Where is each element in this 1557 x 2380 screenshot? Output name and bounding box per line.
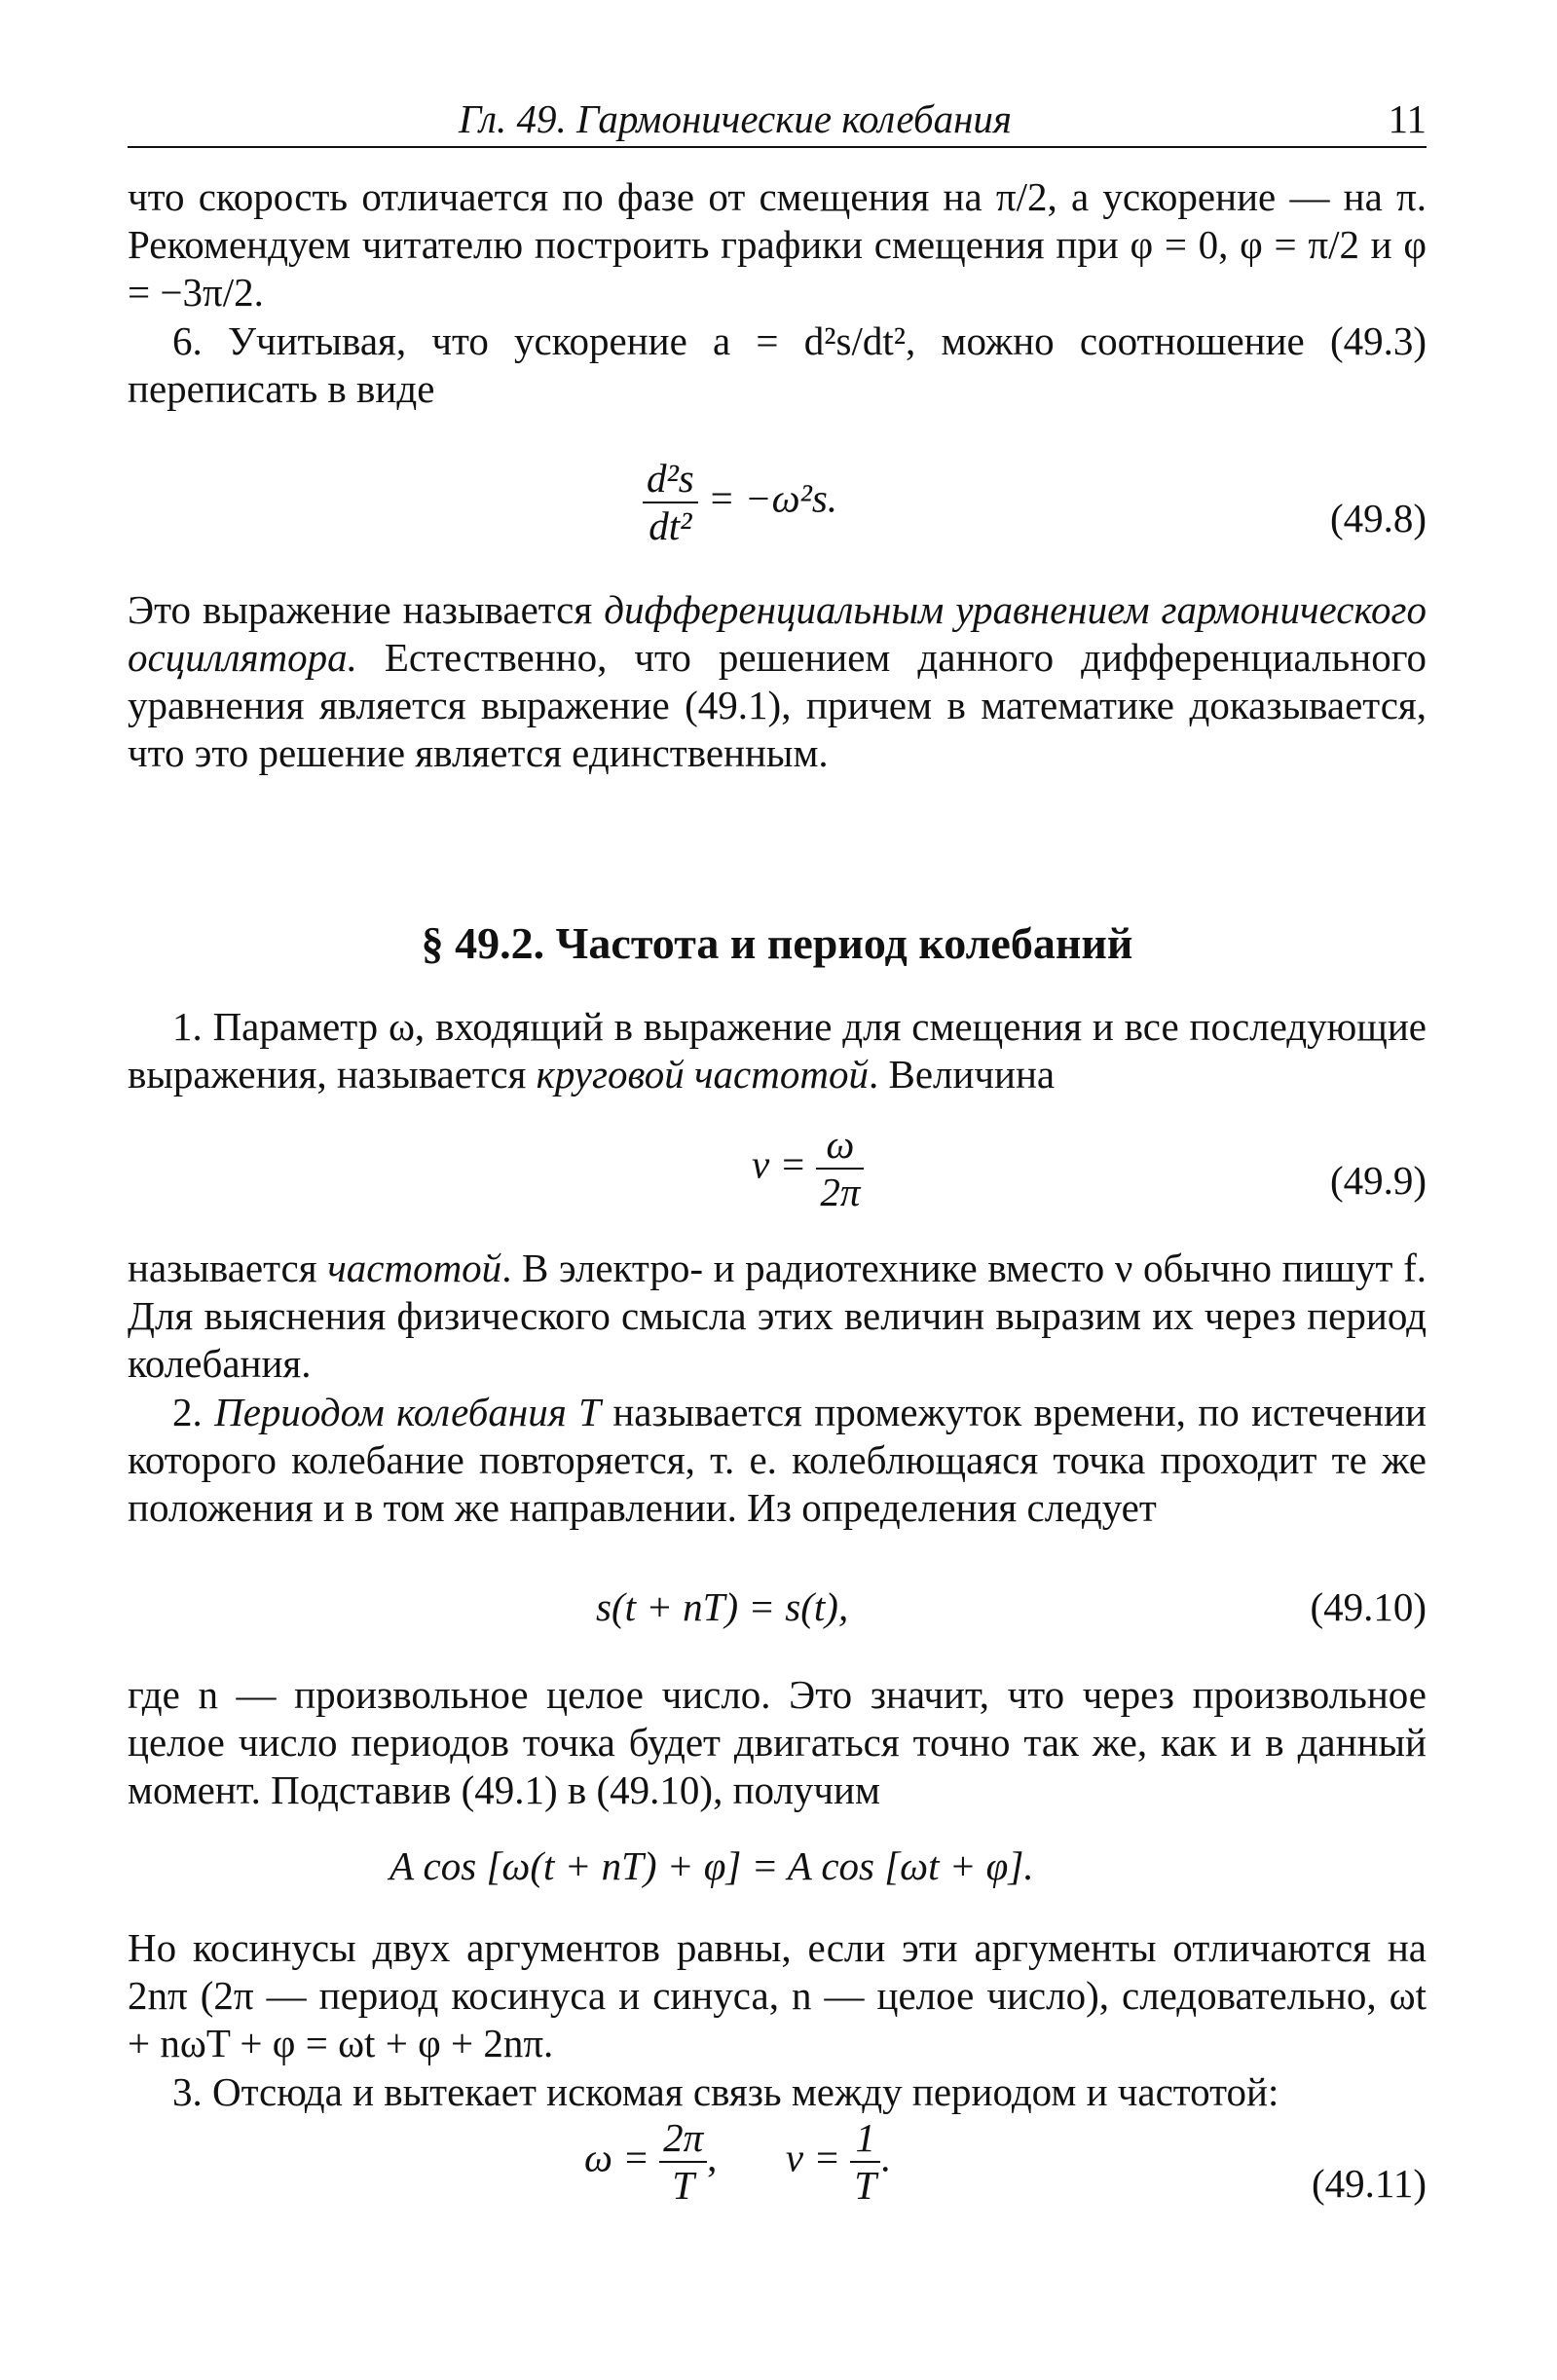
paragraph-period: 2. Периодом колебания T называется промежуток времени, по истечении которого колебание повторяется, т. е. колеблющаяся точка проходит те же положения и в том же направлении. Из определения следует — [128, 1390, 1427, 1530]
paragraph-angular-frequency: 1. Параметр ω, входящий в выражение для смещения и все последующие выражения, называется круговой частотой. Величина — [128, 1004, 1427, 1097]
paragraph-integer-periods: где n — произвольное целое число. Это значит, что через произвольное целое число периодов точка будет двигаться точно так же, как и в данный момент. Подставив (49.1) в (49.10), получим — [128, 1672, 1427, 1812]
equation-49-11: ω = $\frac{2\pi}{T}$ , ν = $\frac{1}{T}$ . — [584, 2115, 891, 2209]
term-italic: дифференциальным уравнением гармонического осциллятора. — [128, 587, 1427, 680]
paragraph-relation: 3. Отсюда и вытекает искомая связь между периодом и частотой: — [172, 2069, 1279, 2114]
equation-49-10: s(t + nT) = s(t), — [596, 1584, 849, 1629]
fraction: $\frac{2\pi}{T}$ — [659, 2115, 707, 2209]
equation-49-8 — [643, 456, 837, 549]
equation-number: (49.10) — [1310, 1584, 1427, 1629]
chapter-title: Гл. 49. Гармонические колебания — [459, 96, 1012, 141]
equation-number: (49.8) — [1329, 496, 1427, 540]
term-italic: частотой — [327, 1246, 502, 1290]
paragraph-phase: что скорость отличается по фазе от смещения на π/2, а ускорение — на π. Рекомендуем читателю построить графики смещения при φ = 0, φ = π/2 и φ = −3π/2. — [128, 174, 1427, 315]
paragraph-frequency: называется частотой. В электро- и радиотехнике вместо ν обычно пишут f. Для выяснения физического смысла этих величин выразим их через период колебания. — [128, 1246, 1427, 1386]
page-number: 11 — [1388, 96, 1427, 141]
term-italic: Периодом колебания T — [214, 1390, 601, 1434]
term-italic: круговой частотой — [536, 1052, 869, 1097]
fraction: $\frac{\omega}{2\pi}$ — [816, 1122, 864, 1215]
fraction: $\frac{\text{d²s}}{\text{dt²}}$ — [643, 456, 698, 549]
equation-rhs: = −ω²s. — [708, 475, 838, 521]
equation-cosine: A cos [ω(t + nT) + φ] = A cos [ωt + φ]. — [389, 1843, 1034, 1888]
section-heading: § 49.2. Частота и период колебаний — [421, 918, 1133, 968]
fraction: $\frac{1}{T}$ — [850, 2115, 880, 2209]
equation-49-9: ν = $\frac{\omega}{2\pi}$ — [752, 1122, 864, 1215]
equation-number: (49.11) — [1311, 2161, 1427, 2206]
paragraph-oscillator: Это выражение называется дифференциальным уравнением гармонического осциллятора. Естественно, что решением данного дифференциального уравнения является выражение (49.1), причем в математике доказывается, что это решение является единственным. — [128, 587, 1427, 775]
equation-number: (49.9) — [1329, 1158, 1427, 1203]
paragraph-acceleration: 6. Учитывая, что ускорение a = d²s/dt², можно соотношение (49.3) переписать в виде — [128, 318, 1427, 411]
paragraph-cosines: Но косинусы двух аргументов равны, если эти аргументы отличаются на 2nπ (2π — период косинуса и синуса, n — целое число), следовательно, ωt + nωT + φ = ωt + φ + 2nπ. — [128, 1925, 1427, 2065]
running-header — [128, 95, 1427, 148]
